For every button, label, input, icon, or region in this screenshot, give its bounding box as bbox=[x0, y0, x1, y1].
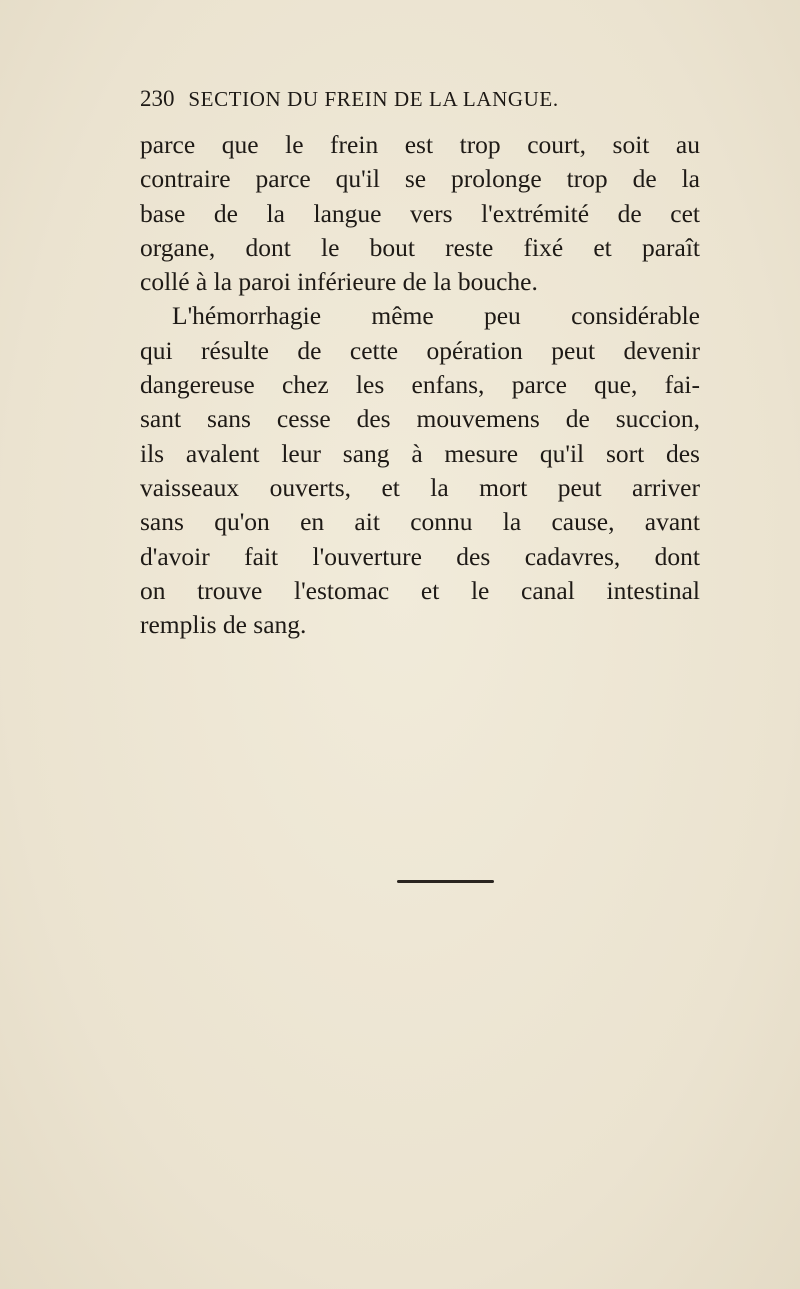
text-line: base de la langue vers l'extrémité de cet bbox=[140, 198, 700, 228]
text-line: dangereuse chez les enfans, parce que, fai- bbox=[140, 370, 700, 400]
text-line: contraire parce qu'il se prolonge trop de la bbox=[140, 164, 700, 194]
text-line: vaisseaux ouverts, et la mort peut arriver bbox=[140, 472, 700, 502]
section-divider bbox=[397, 880, 494, 883]
page-number: 230 bbox=[140, 86, 175, 111]
text-line: sant sans cesse des mouvemens de succion, bbox=[140, 404, 700, 434]
text-line: on trouve l'estomac et le canal intestinal bbox=[140, 575, 700, 605]
text-line: organe, dont le bout reste fixé et paraît bbox=[140, 232, 700, 262]
text-line: parce que le frein est trop court, soit au bbox=[140, 130, 700, 159]
body-text bbox=[140, 128, 700, 642]
text-line: collé à la paroi inférieure de la bouche. bbox=[140, 267, 538, 297]
text-line: qui résulte de cette opération peut devenir bbox=[140, 335, 700, 365]
running-title: SECTION DU FREIN DE LA LANGUE. bbox=[188, 87, 559, 111]
text-line: sans qu'on en ait connu la cause, avant bbox=[140, 507, 700, 537]
running-header bbox=[140, 86, 680, 112]
text-line: L'hémorrhagie même peu considérable bbox=[172, 301, 700, 331]
text-line: remplis de sang. bbox=[140, 610, 307, 640]
text-line: d'avoir fait l'ouverture des cadavres, dont bbox=[140, 541, 700, 571]
text-line: ils avalent leur sang à mesure qu'il sort des bbox=[140, 438, 700, 468]
